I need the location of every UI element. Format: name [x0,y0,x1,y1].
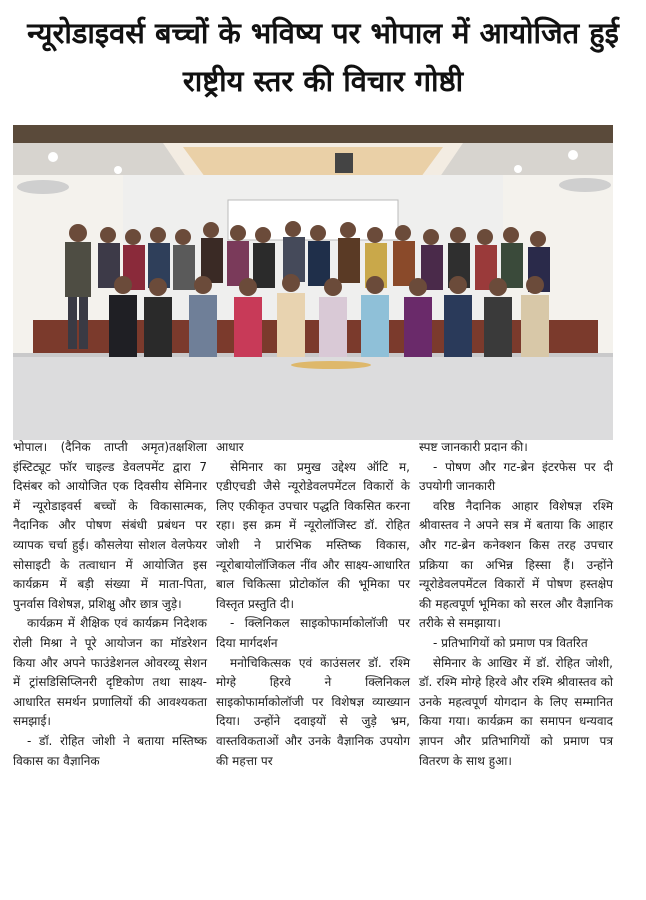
article-body [13,438,613,893]
headline-line-1: न्यूरोडाइवर्स बच्चों के भविष्य पर भोपाल में आयोजित हुई [27,16,619,50]
subheading: - डॉ. रोहित जोशी ने बताया मस्तिष्क विकास का वैज्ञानिक [13,733,207,768]
paragraph: सेमिनार का प्रमुख उद्देश्य ऑटि म, एडीएचडी जैसे न्यूरोडेवलपमेंटल विकारों के लिए एकीकृत उपचार पद्धति विकसित करना रहा। इस क्रम में न्यूरोलॉजिस्ट डॉ. रोहित जोशी ने प्रारंभिक मस्तिष्क विकास, न्यूरोबायोलॉजिकल नींव और साक्ष्य-आधारित बाल चिकित्सा प्रोटोकॉल की भूमिका पर विस्तृत प्रस्तुति दी। [216,459,410,611]
subheading: - प्रतिभागियों को प्रमाण पत्र वितरित [433,635,588,650]
subheading: - पोषण और गट-ब्रेन इंटरफेस पर दी उपयोगी जानकारी [419,459,613,494]
paragraph: भोपाल। (दैनिक ताप्ती अमृत)तक्षशिला इंस्टिट्यूट फॉर चाइल्ड डेवलपमेंट द्वारा 7 दिसंबर को आयोजित एक दिवसीय सेमिनार में न्यूरोडाइवर्स बच्चों के विकासात्मक, नैदानिक और पोषण संबंधी प्रबंधन पर व्यापक चर्चा हुई। कौसलेया सोशल वेलफेयर सोसाइटी के तत्वाधान में आयोजित इस कार्यक्रम में बड़ी संख्या में माता-पिता, पुनर्वास विशेषज्ञ, प्रशिक्षु और छात्र जुड़े। [13,440,207,611]
paragraph: वरिष्ठ नैदानिक आहार विशेषज्ञ रश्मि श्रीवास्तव ने अपने सत्र में बताया कि आहार और गट-ब्रेन कनेक्शन किस तरह उपचार प्रक्रिया का अभिन्न हिस्सा हैं। उन्होंने न्यूरोडेवलपमेंटल विकारों में पोषण हस्तक्षेप की महत्वपूर्ण भूमिका को सरल और वैज्ञानिक तरीके से समझाया। [419,498,613,631]
news-photo [13,125,613,440]
headline-line-2: राष्ट्रीय स्तर की विचार गोष्ठी [182,64,464,98]
headline [0,12,646,102]
paragraph: आधार [216,440,244,454]
group-photo-illustration [13,125,613,440]
article-column-3 [419,438,613,771]
paragraph: मनोचिकित्सक एवं काउंसलर डॉ. रश्मि मोग्हे हिरवे ने क्लिनिकल साइकोफार्माकोलॉजी पर विशेषज्ञ व्याख्यान दिया। उन्होंने दवाइयों से जुड़े भ्रम, वास्तविकताओं और उनके वैज्ञानिक उपयोग की महत्ता पर [216,655,410,768]
paragraph: सेमिनार के आखिर में डॉ. रोहित जोशी, डॉ. रश्मि मोग्हे हिरवे और रश्मि श्रीवास्तव को उनके महत्वपूर्ण योगदान के लिए सम्मानित किया गया। कार्यक्रम का समापन धन्यवाद ज्ञापन और प्रतिभागियों को प्रमाण पत्र वितरण के साथ हुआ। [419,655,613,768]
subheading: - क्लिनिकल साइकोफार्माकोलॉजी पर दिया मार्गदर्शन [216,616,410,650]
article-column-2 [216,438,410,771]
paragraph: स्पष्ट जानकारी प्रदान की। [419,440,528,454]
article-column-1 [13,438,207,771]
paragraph: कार्यक्रम में शैक्षिक एवं कार्यक्रम निदेशक रोली मिश्रा ने पूरे आयोजन का मॉडरेशन किया और अपने फाउंडेशनल ओवरव्यू सेशन में ट्रांसडिसिप्लिनरी दृष्टिकोण तथा साक्ष्य-आधारित समर्थन प्रणालियों की आवश्यकता समझाई। [13,616,207,729]
